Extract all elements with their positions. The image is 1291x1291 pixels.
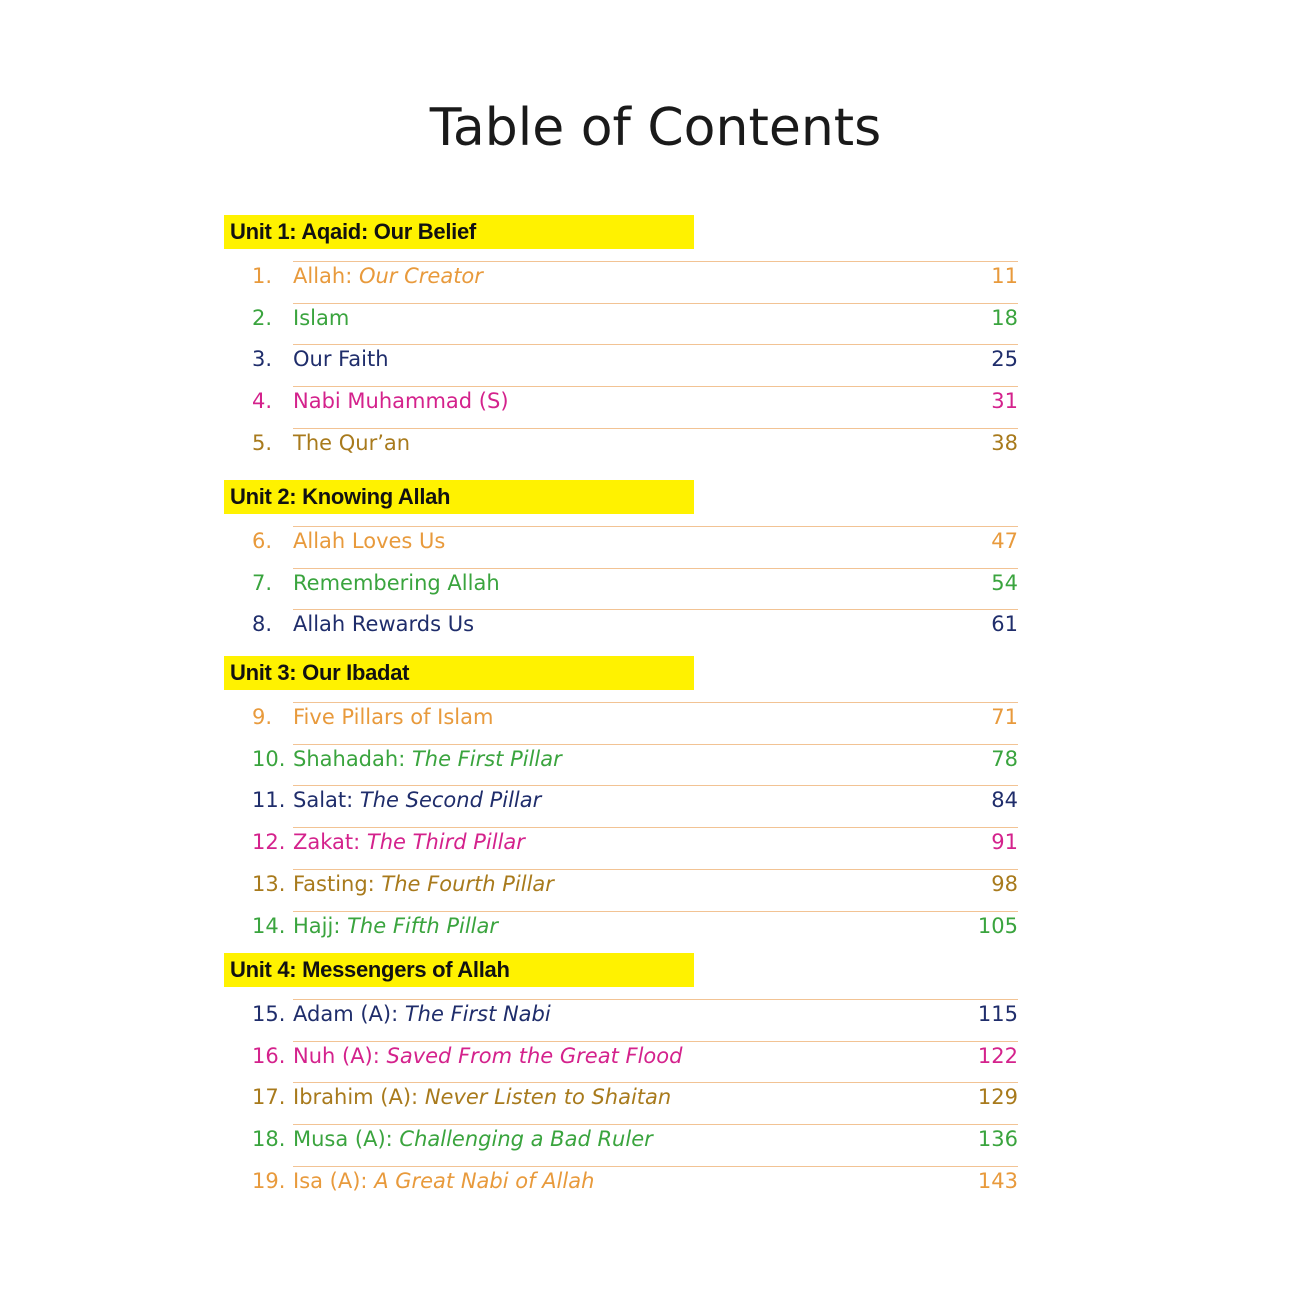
entry-title	[293, 1044, 682, 1068]
entry-page-number: 71	[991, 705, 1018, 729]
entry-title-main: Allah Rewards Us	[293, 612, 475, 637]
entry-rule	[293, 1166, 1018, 1167]
entry-title	[293, 431, 410, 455]
toc-entry[interactable]	[224, 1082, 1018, 1124]
entry-subtitle: Never Listen to Shaitan	[424, 1085, 672, 1110]
entry-title-main: Allah Loves Us	[293, 529, 446, 553]
entry-title-main: Fasting:	[293, 871, 382, 896]
entry-title	[293, 1127, 653, 1151]
entry-rule	[293, 1041, 1018, 1042]
entry-page-number: 78	[991, 746, 1018, 771]
entry-number: 16.	[252, 1043, 286, 1068]
toc-entry[interactable]	[224, 702, 1018, 744]
toc-entry[interactable]	[224, 869, 1018, 911]
entry-number: 13.	[252, 871, 286, 896]
entry-rule	[293, 911, 1018, 912]
entry-title-main: Remembering Allah	[293, 570, 500, 595]
toc-entry[interactable]	[224, 428, 1018, 470]
entry-title	[293, 612, 474, 636]
entry-title	[293, 529, 445, 553]
entry-number: 9.	[252, 705, 273, 729]
entry-title	[293, 914, 498, 938]
toc-entry[interactable]	[224, 999, 1018, 1041]
entry-number: 6.	[252, 529, 273, 553]
entry-title	[293, 306, 349, 330]
entry-title-main: The Qur’an	[293, 430, 411, 455]
entry-rule	[293, 344, 1018, 345]
entry-page-number: 25	[991, 347, 1018, 372]
entry-page-number: 105	[977, 913, 1018, 938]
entry-title	[293, 1085, 671, 1109]
entry-rule	[293, 428, 1018, 429]
entry-number: 11.	[252, 788, 286, 813]
entry-number: 1.	[252, 264, 273, 288]
entry-title-main: Hajj:	[293, 913, 348, 938]
entry-subtitle: The Fourth Pillar	[381, 871, 554, 896]
unit-header: Unit 2: Knowing Allah	[224, 480, 694, 514]
entry-subtitle: A Great Nabi of Allah	[374, 1168, 595, 1193]
entry-page-number: 11	[991, 264, 1018, 288]
unit-header: Unit 4: Messengers of Allah	[224, 953, 694, 987]
entry-subtitle: Our Creator	[358, 264, 483, 288]
toc-entry[interactable]	[224, 911, 1018, 953]
entry-page-number: 38	[991, 430, 1018, 455]
entry-rule	[293, 609, 1018, 610]
entry-number: 15.	[252, 1002, 286, 1026]
toc-entry[interactable]	[224, 1124, 1018, 1166]
unit-header: Unit 3: Our Ibadat	[224, 656, 694, 690]
page-title: Table of Contents	[429, 98, 882, 158]
toc-entry[interactable]	[224, 386, 1018, 428]
toc-entry[interactable]	[224, 261, 1018, 303]
entry-number: 14.	[252, 913, 286, 938]
entry-title-main: Our Faith	[293, 347, 389, 372]
entry-subtitle: The Second Pillar	[359, 788, 542, 813]
entry-title-main: Isa (A):	[293, 1168, 375, 1193]
entry-title	[293, 872, 554, 896]
entry-page-number: 18	[991, 305, 1018, 330]
entry-number: 2.	[252, 305, 273, 330]
entry-title-main: Shahadah:	[293, 746, 412, 771]
entry-page-number: 129	[977, 1085, 1018, 1110]
toc-entry[interactable]	[224, 1166, 1018, 1208]
entry-title-main: Nabi Muhammad (S)	[293, 389, 509, 414]
entry-rule	[293, 869, 1018, 870]
toc-entry[interactable]	[224, 568, 1018, 610]
entry-title	[293, 788, 541, 812]
entry-page-number: 61	[991, 612, 1018, 637]
entry-rule	[293, 1082, 1018, 1083]
entry-number: 17.	[252, 1085, 286, 1110]
toc-entry[interactable]	[224, 744, 1018, 786]
entry-title	[293, 747, 562, 771]
entry-title-main: Salat:	[293, 788, 360, 813]
entry-page-number: 98	[991, 871, 1018, 896]
entry-title-main: Musa (A):	[293, 1127, 400, 1152]
entry-rule	[293, 999, 1018, 1000]
entry-title-main: Islam	[293, 305, 350, 330]
entry-number: 3.	[252, 347, 273, 372]
entry-number: 7.	[252, 570, 273, 595]
entry-subtitle: The First Nabi	[404, 1002, 551, 1026]
entry-page-number: 115	[977, 1002, 1018, 1026]
entry-title-main: Nuh (A):	[293, 1043, 387, 1068]
entry-title-main: Ibrahim (A):	[293, 1085, 425, 1110]
entry-title-main: Five Pillars of Islam	[293, 705, 494, 729]
entry-number: 19.	[252, 1168, 286, 1193]
entry-title-main: Zakat:	[293, 830, 367, 855]
toc-entry[interactable]	[224, 827, 1018, 869]
entry-subtitle: Saved From the Great Flood	[386, 1043, 683, 1068]
entry-subtitle: The Third Pillar	[366, 830, 525, 855]
entry-title	[293, 389, 509, 413]
entry-title	[293, 264, 483, 288]
entry-rule	[293, 526, 1018, 527]
entry-rule	[293, 568, 1018, 569]
entry-number: 10.	[252, 746, 286, 771]
entry-page-number: 47	[991, 529, 1018, 553]
entry-rule	[293, 386, 1018, 387]
entry-rule	[293, 744, 1018, 745]
toc-entry[interactable]	[224, 1041, 1018, 1083]
entry-page-number: 143	[977, 1168, 1018, 1193]
entry-number: 18.	[252, 1127, 286, 1152]
entry-title	[293, 1002, 551, 1026]
toc-entry[interactable]	[224, 303, 1018, 345]
entry-title	[293, 830, 525, 854]
entry-number: 12.	[252, 830, 286, 855]
entry-title-main: Adam (A):	[293, 1002, 405, 1026]
toc-entry[interactable]	[224, 344, 1018, 386]
entry-rule	[293, 702, 1018, 703]
entry-rule	[293, 303, 1018, 304]
entry-title	[293, 347, 389, 371]
entry-title	[293, 1169, 594, 1193]
entry-page-number: 91	[991, 830, 1018, 855]
entry-title-main: Allah:	[293, 264, 359, 288]
entry-title	[293, 571, 500, 595]
entry-page-number: 31	[991, 389, 1018, 414]
entry-page-number: 122	[977, 1043, 1018, 1068]
entry-subtitle: The Fifth Pillar	[347, 913, 499, 938]
toc-entry[interactable]	[224, 526, 1018, 568]
entry-page-number: 136	[977, 1127, 1018, 1152]
entry-title	[293, 705, 493, 729]
entry-number: 5.	[252, 430, 273, 455]
entry-page-number: 54	[991, 570, 1018, 595]
entry-number: 4.	[252, 389, 273, 414]
entry-subtitle: Challenging a Bad Ruler	[399, 1127, 653, 1152]
entry-page-number: 84	[991, 788, 1018, 813]
entry-rule	[293, 261, 1018, 262]
entry-rule	[293, 1124, 1018, 1125]
unit-header: Unit 1: Aqaid: Our Belief	[224, 215, 694, 249]
entry-subtitle: The First Pillar	[411, 746, 562, 771]
entry-rule	[293, 785, 1018, 786]
entry-number: 8.	[252, 612, 273, 637]
toc-entry[interactable]	[224, 785, 1018, 827]
toc-entry[interactable]	[224, 609, 1018, 651]
entry-rule	[293, 827, 1018, 828]
